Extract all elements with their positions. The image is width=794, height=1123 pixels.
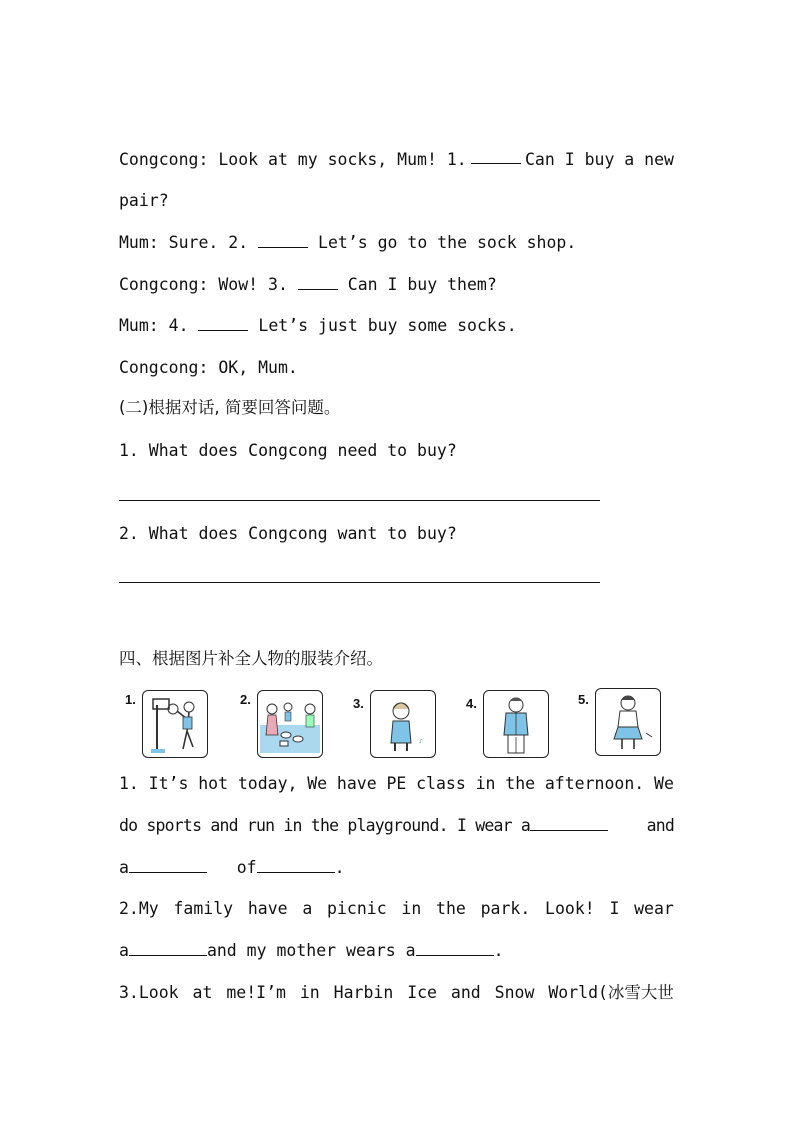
dialogue-line-3-prefix: Congcong: Wow! 3. bbox=[119, 275, 288, 294]
answer-line-2[interactable] bbox=[119, 582, 600, 583]
dialogue-line-3-suffix: Can I buy them? bbox=[347, 275, 497, 294]
man-jacket-icon bbox=[483, 690, 549, 758]
svg-text:♪: ♪ bbox=[419, 738, 423, 745]
word: World(冰雪大世 bbox=[548, 983, 674, 1002]
word: have bbox=[336, 774, 377, 793]
word: 2.My bbox=[119, 899, 159, 918]
sentence-1-text-b: and bbox=[646, 816, 674, 835]
word: class bbox=[416, 774, 466, 793]
dialogue-line-2-prefix: Mum: Sure. 2. bbox=[119, 233, 249, 252]
question-1: 1. What does Congcong need to buy? bbox=[119, 441, 457, 460]
word: It’s bbox=[148, 774, 189, 793]
word: a bbox=[302, 899, 313, 918]
word: in bbox=[401, 899, 422, 918]
family-picnic-icon bbox=[257, 690, 323, 758]
word: and bbox=[450, 983, 481, 1002]
word: hot bbox=[198, 774, 229, 793]
sentence-1-text-d: of bbox=[236, 858, 257, 877]
sentence-1-line-1 bbox=[119, 773, 674, 795]
word: the bbox=[505, 774, 536, 793]
word: I bbox=[609, 899, 620, 918]
dialogue-line-1-suffix: Can I buy a new bbox=[524, 150, 674, 169]
sentence-2-text-c: . bbox=[493, 941, 504, 960]
dialogue-line-4 bbox=[119, 315, 517, 337]
dialogue-line-1-prefix: Congcong: Look at my socks, Mum! 1. bbox=[119, 150, 467, 169]
word: the bbox=[436, 899, 466, 918]
dialogue-line-2-suffix: Let’s go to the sock shop. bbox=[318, 233, 577, 252]
sentence-2-line-2 bbox=[119, 940, 504, 962]
word: have bbox=[247, 899, 288, 918]
section-2-title: (二)根据对话, 简要回答问题。 bbox=[119, 398, 341, 417]
picture-3-number: 3. bbox=[353, 696, 364, 711]
word: Harbin bbox=[333, 983, 394, 1002]
basketball-player-icon bbox=[142, 690, 208, 758]
dialogue-line-4-prefix: Mum: 4. bbox=[119, 316, 189, 335]
answer-blank-3[interactable] bbox=[298, 275, 338, 290]
word: in bbox=[475, 774, 496, 793]
word: We bbox=[654, 774, 674, 793]
answer-blank-2[interactable] bbox=[258, 233, 308, 248]
word: picnic bbox=[327, 899, 387, 918]
picture-1-number: 1. bbox=[125, 692, 136, 707]
sentence-1-text-a: do sports and run in the playground. I wear a bbox=[119, 816, 531, 835]
sentence-2-text-a: a bbox=[119, 941, 129, 960]
word: at bbox=[192, 983, 213, 1002]
sentence-3-line-1 bbox=[119, 982, 674, 1004]
sentence-1-line-2-text bbox=[119, 815, 608, 837]
word: Look! bbox=[545, 899, 595, 918]
word: Ice bbox=[407, 983, 437, 1002]
picture-2-number: 2. bbox=[240, 692, 251, 707]
word: Snow bbox=[494, 983, 535, 1002]
picture-4-number: 4. bbox=[466, 696, 477, 711]
sentence-1-line-2 bbox=[119, 815, 674, 837]
answer-blank-s2-1[interactable] bbox=[129, 941, 207, 956]
dialogue-line-1 bbox=[119, 149, 674, 171]
word: afternoon. bbox=[544, 774, 645, 793]
picture-5-number: 5. bbox=[578, 692, 589, 707]
word: me!I’m bbox=[226, 983, 286, 1002]
sentence-2-line-1 bbox=[119, 898, 674, 920]
word: PE bbox=[386, 774, 407, 793]
word: 3.Look bbox=[119, 983, 179, 1002]
question-2: 2. What does Congcong want to buy? bbox=[119, 524, 457, 543]
word: wear bbox=[634, 899, 674, 918]
dialogue-line-3 bbox=[119, 274, 497, 296]
girl-skirt-icon bbox=[595, 688, 661, 756]
sentence-1-text-c: a bbox=[119, 858, 129, 877]
word: family bbox=[173, 899, 234, 918]
word: in bbox=[299, 983, 320, 1002]
dialogue-line-4-suffix: Let’s just buy some socks. bbox=[258, 316, 517, 335]
section-4-title: 四、根据图片补全人物的服装介绍。 bbox=[119, 649, 383, 668]
dialogue-line-5: Congcong: OK, Mum. bbox=[119, 358, 298, 377]
answer-blank-4[interactable] bbox=[198, 316, 248, 331]
word: park. bbox=[480, 899, 531, 918]
dialogue-line-2 bbox=[119, 232, 576, 254]
answer-blank-1[interactable] bbox=[471, 149, 521, 164]
answer-line-1[interactable] bbox=[119, 500, 600, 501]
girl-winter-coat-icon bbox=[370, 690, 436, 758]
word: today, bbox=[237, 774, 298, 793]
dialogue-line-1-cont: pair? bbox=[119, 191, 169, 210]
word: We bbox=[307, 774, 328, 793]
sentence-1-text-e: . bbox=[334, 858, 345, 877]
sentence-1-line-3 bbox=[119, 857, 345, 879]
answer-blank-s1-2[interactable] bbox=[129, 858, 207, 873]
answer-blank-s2-2[interactable] bbox=[416, 941, 494, 956]
word: 1. bbox=[119, 774, 139, 793]
answer-blank-s1-1[interactable] bbox=[530, 816, 608, 831]
sentence-2-text-b: and my mother wears a bbox=[206, 941, 416, 960]
answer-blank-s1-3[interactable] bbox=[257, 858, 335, 873]
